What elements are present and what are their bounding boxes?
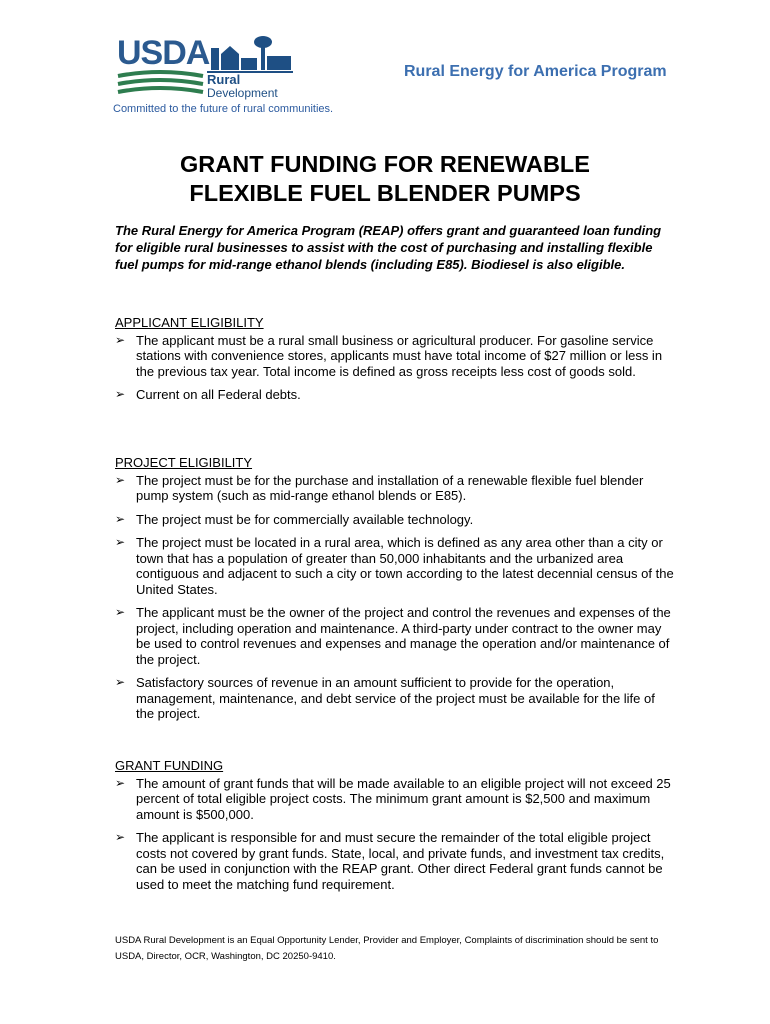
arrow-bullet-icon: ➢ [115,775,126,790]
list-item [115,387,675,403]
arrow-bullet-icon: ➢ [115,332,126,347]
logo-rural-text: Rural [207,72,241,87]
list-item [115,512,675,528]
arrow-bullet-icon: ➢ [115,535,126,549]
list-item [115,776,675,823]
list-item [115,830,675,892]
title-line-1: GRANT FUNDING FOR RENEWABLE [180,151,590,177]
arrow-bullet-icon: ➢ [115,511,126,526]
list-item-text: Current on all Federal debts. [136,387,301,402]
arrow-bullet-icon: ➢ [115,387,126,401]
list-item [115,605,675,667]
footer-disclaimer: USDA Rural Development is an Equal Opportunity Lender, Provider and Employer, Complaints of discrimination should be sent to USDA, Director, OCR, Washington, DC 20250-9410. [115,935,659,962]
arrow-bullet-icon: ➢ [115,830,126,844]
program-name: Rural Energy for America Program [404,63,667,80]
section-heading: APPLICANT ELIGIBILITY [115,315,264,330]
list-item [115,535,675,597]
logo-usda-text: USDA [117,34,210,72]
arrow-bullet-icon: ➢ [115,472,126,487]
logo-development-text: Development [207,86,278,100]
list-item-text: The project must be for the purchase and installation of a renewable flexible fuel blender pump system (such as mid-range ethanol blends or E85). [136,472,644,503]
list-item-text: Satisfactory sources of revenue in an amount sufficient to provide for the operation, management, maintenance, and debt service of the project must be available for the life of the project. [136,675,655,721]
usda-logo [115,32,295,104]
page-title [113,150,657,208]
list-item-text: The amount of grant funds that will be made available to an eligible project will not exceed 25 percent of total eligible project costs. The minimum grant amount is $2,500 and maximum amount is $500,000. [136,775,671,822]
list-item-text: The applicant must be the owner of the project and control the revenues and expenses of the project, including operation and maintenance. A third-party under contract to the owner may be used to control revenues and expenses and manage the operation and/or maintenance of the project. [136,605,671,667]
tagline: Committed to the future of rural communities. [113,103,334,115]
section-heading: GRANT FUNDING [115,758,224,773]
section-heading: PROJECT ELIGIBILITY [115,455,253,470]
list-item [115,675,675,722]
arrow-bullet-icon: ➢ [115,605,126,619]
section-grant-funding [115,758,675,900]
section-applicant-eligibility [115,315,675,411]
arrow-bullet-icon: ➢ [115,675,126,689]
list-item-text: The applicant must be a rural small business or agricultural producer. For gasoline service stations with convenience stores, applicants must have total income of $27 million or less in the previous tax year. Total income is defined as gross receipts less cost of goods sold. [136,332,663,379]
title-line-2: FLEXIBLE FUEL BLENDER PUMPS [189,180,581,206]
list-item-text: The project must be for commercially available technology. [136,511,474,527]
section-project-eligibility [115,455,675,730]
list-item [115,333,675,380]
list-item [115,473,675,504]
list-item-text: The applicant is responsible for and must secure the remainder of the total eligible project costs not covered by grant funds. State, local, and private funds, and investment tax credits, can be used in conjunction with the REAP grant. Other direct Federal grant funds cannot be used to meet the matching fund requirement. [136,830,665,892]
list-item-text: The project must be located in a rural area, which is defined as any area other than a city or town that has a population of greater than 50,000 inhabitants and the urbanized area contiguous and adjacent to such a city or town according to the latest decennial census of the United States. [136,535,674,597]
intro-paragraph: The Rural Energy for America Program (REAP) offers grant and guaranteed loan funding for eligible rural businesses to assist with the cost of purchasing and installing flexible fuel pumps for mid-range ethanol blends (including E85). Biodiesel is also eligible. [115,223,662,272]
